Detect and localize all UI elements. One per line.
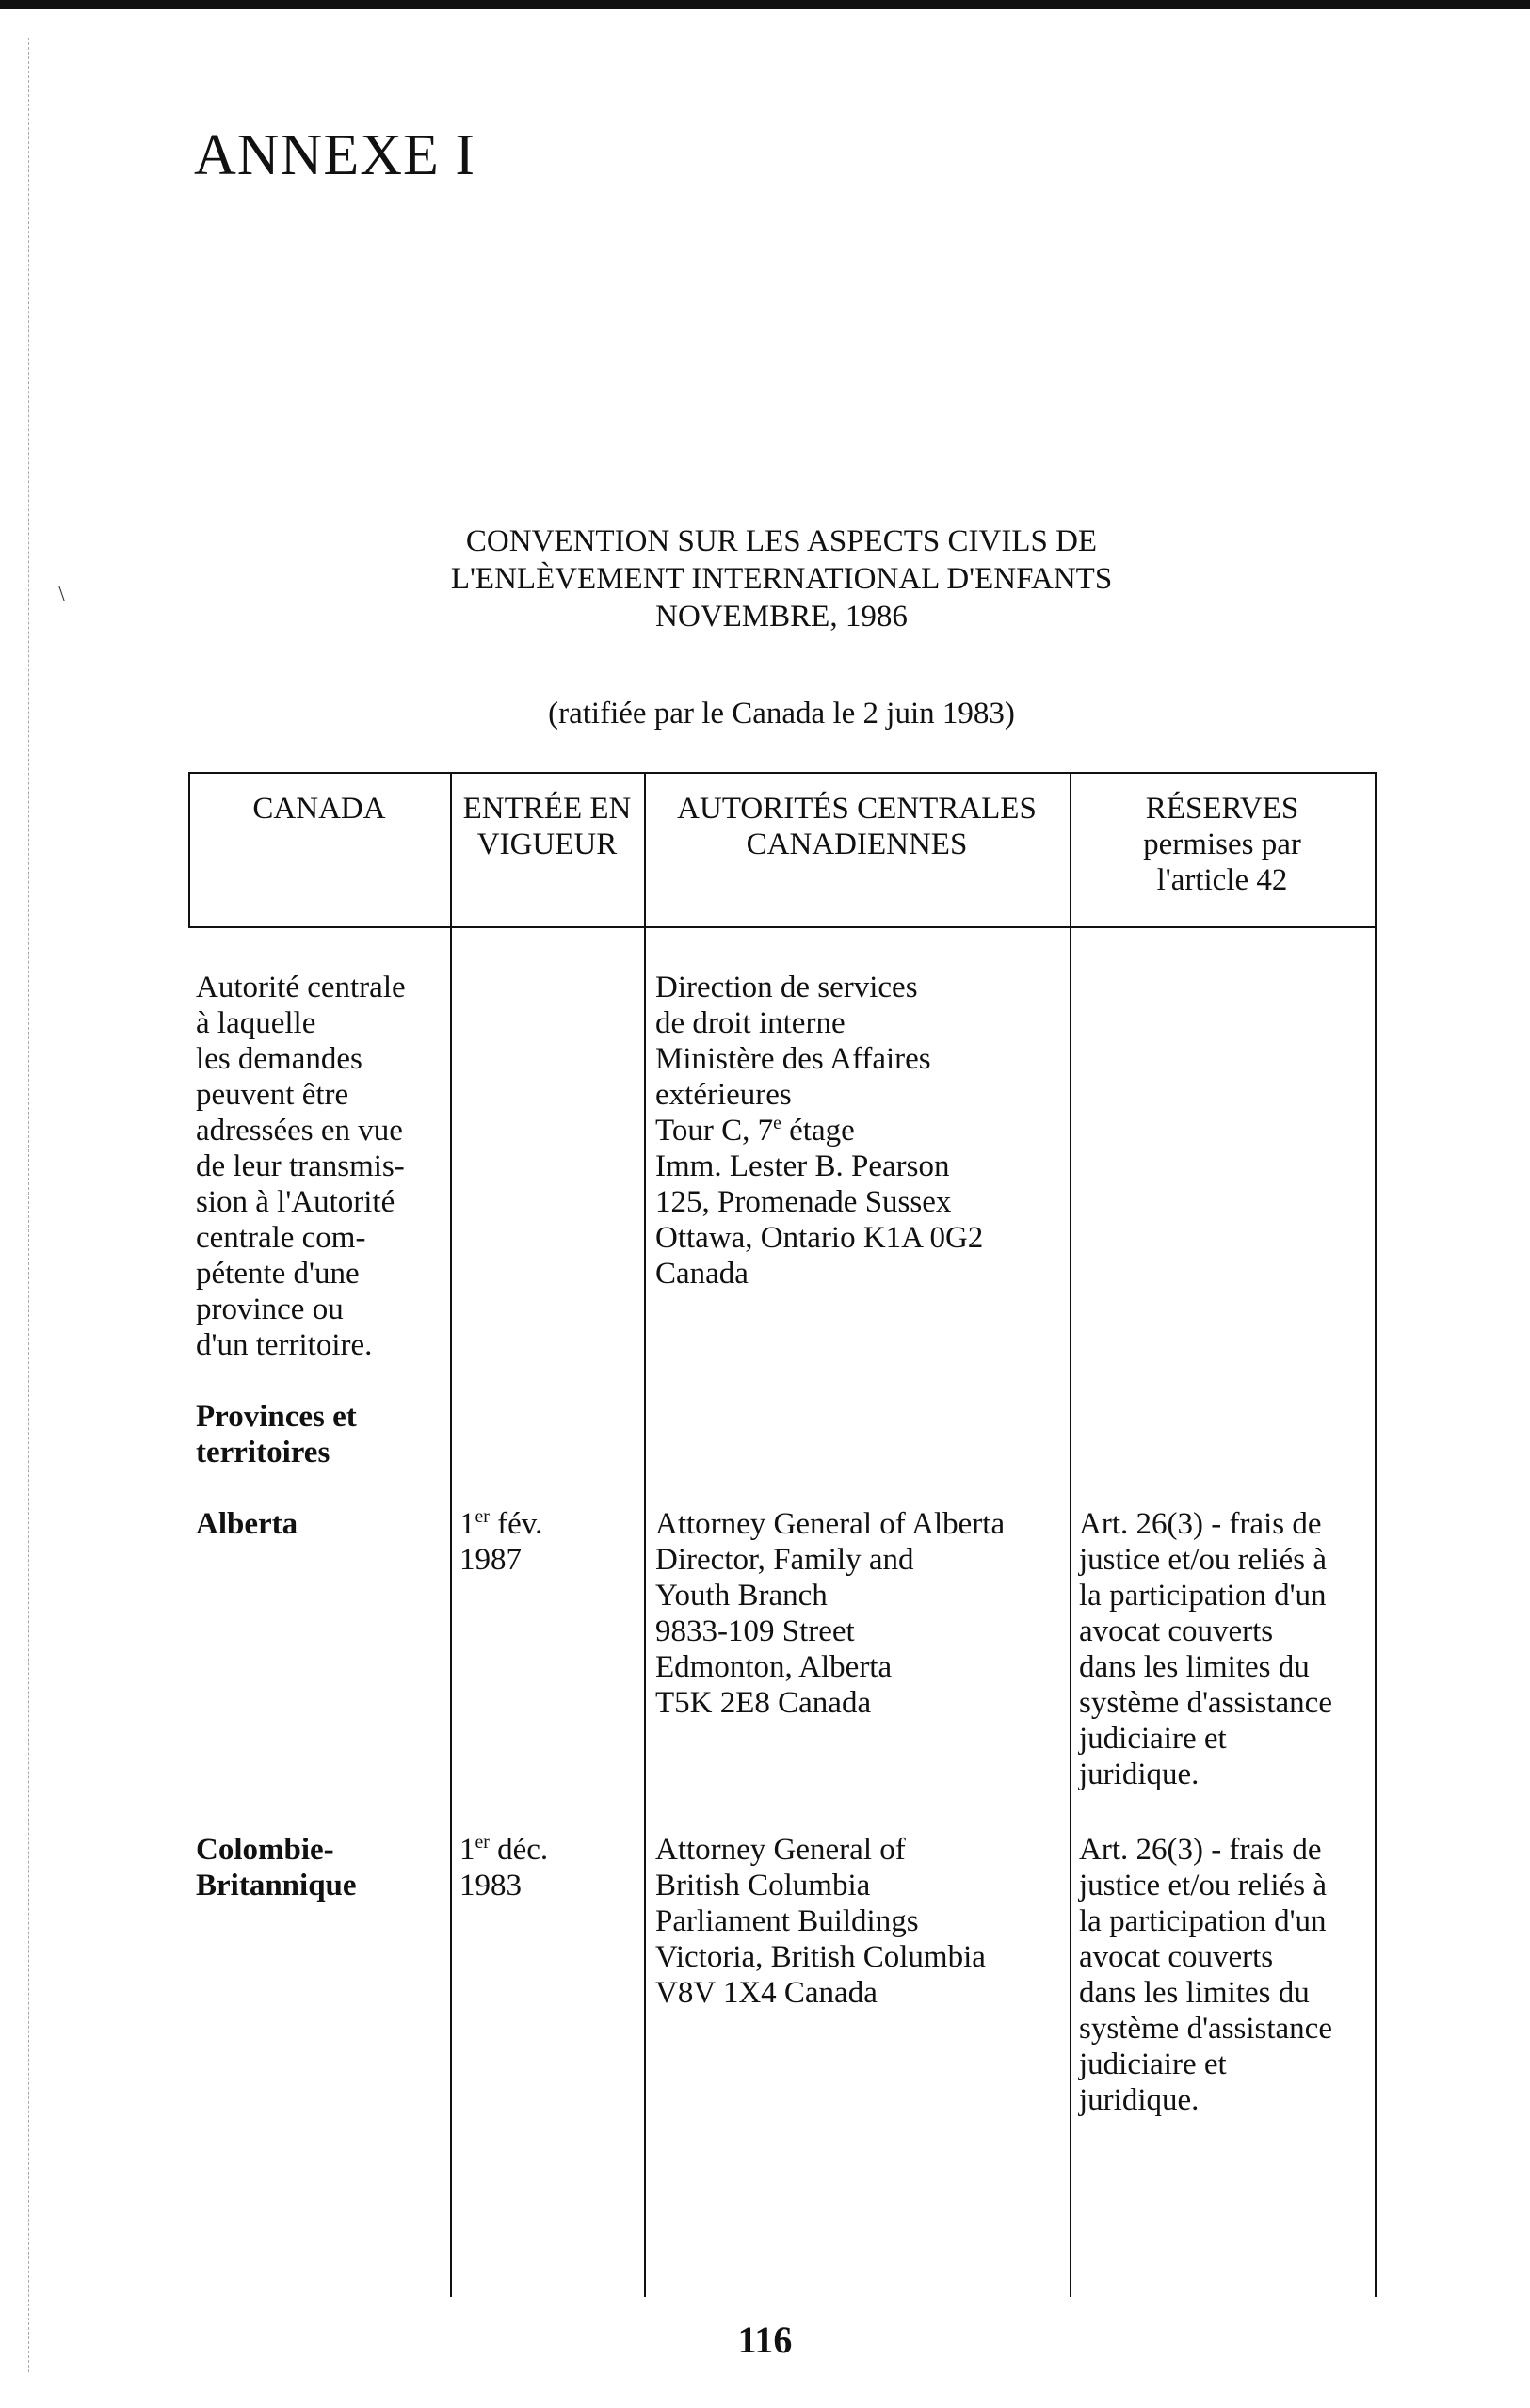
text-line: Victoria, British Columbia xyxy=(655,1940,986,1974)
header-authorities-line-2: CANADIENNES xyxy=(746,827,968,861)
convention-title-line-1: CONVENTION SUR LES ASPECTS CIVILS DE xyxy=(465,524,1098,558)
scan-speck: \ xyxy=(58,582,65,606)
table-right-rule xyxy=(1375,772,1377,2297)
header-reservations-line-1: RÉSERVES xyxy=(1145,792,1299,826)
text-line: la participation d'un xyxy=(1079,1579,1327,1613)
floor-superscript: e xyxy=(773,1113,781,1133)
text-line: système d'assistance xyxy=(1079,1686,1332,1720)
convention-table xyxy=(188,772,1377,2297)
bc-entry-date xyxy=(459,1832,638,1903)
date-month: déc. xyxy=(489,1833,549,1867)
text-line: dans les limites du xyxy=(1079,1976,1310,2010)
floor-suffix: étage xyxy=(781,1114,855,1148)
text-line: Art. 26(3) - frais de xyxy=(1079,1833,1322,1867)
date-year: 1983 xyxy=(459,1869,522,1902)
text-line: judiciaire et xyxy=(1079,1722,1227,1756)
text-line: Youth Branch xyxy=(655,1579,828,1613)
text-line: adressées en vue xyxy=(196,1114,403,1148)
text-line: V8V 1X4 Canada xyxy=(655,1976,878,2010)
text-line: judiciaire et xyxy=(1079,2047,1227,2081)
text-line: British Columbia xyxy=(655,1869,871,1902)
text-line: avocat couverts xyxy=(1079,1940,1274,1974)
text-line: de droit interne xyxy=(655,1006,846,1040)
text-line: Ministère des Affaires xyxy=(655,1042,931,1076)
alberta-authority xyxy=(655,1506,1066,1721)
province-british-columbia xyxy=(196,1832,446,1903)
bc-reservation xyxy=(1079,1832,1371,2118)
table-top-rule xyxy=(188,772,1377,774)
text-line: Provinces et xyxy=(196,1400,357,1434)
annex-title: ANNEXE I xyxy=(194,123,475,187)
scan-top-edge xyxy=(0,0,1530,9)
text-line: dans les limites du xyxy=(1079,1650,1310,1684)
text-line: de leur transmis- xyxy=(196,1149,405,1183)
header-central-authorities xyxy=(644,791,1070,862)
text-line xyxy=(459,1832,638,1868)
floor-prefix: Tour C, 7 xyxy=(655,1114,774,1148)
date-month: fév. xyxy=(489,1507,543,1541)
header-reservations xyxy=(1070,791,1375,898)
header-authorities-line-1: AUTORITÉS CENTRALES xyxy=(677,792,1037,826)
province-alberta: Alberta xyxy=(196,1507,298,1541)
text-line: Attorney General of Alberta xyxy=(655,1507,1006,1541)
header-entry-in-force xyxy=(450,791,644,862)
page-number: 116 xyxy=(737,2319,793,2361)
central-authority-label xyxy=(196,970,446,1363)
text-line: 9833-109 Street xyxy=(655,1614,855,1648)
header-reservations-line-3: l'article 42 xyxy=(1156,863,1288,897)
date-year: 1987 xyxy=(459,1543,522,1577)
text-line: 125, Promenade Sussex xyxy=(655,1185,952,1219)
text-line: Canada xyxy=(655,1257,749,1291)
table-header-rule xyxy=(188,926,1377,928)
text-line: Colombie- xyxy=(196,1833,334,1867)
text-line: les demandes xyxy=(196,1042,362,1076)
alberta-reservation xyxy=(1079,1506,1371,1792)
text-line: province ou xyxy=(196,1292,344,1326)
text-line: extérieures xyxy=(655,1078,792,1112)
text-line: juridique. xyxy=(1079,1758,1200,1791)
text-line: système d'assistance xyxy=(1079,2012,1332,2046)
date-superscript: er xyxy=(475,1832,490,1853)
bc-authority xyxy=(655,1832,1066,2011)
text-line: Art. 26(3) - frais de xyxy=(1079,1507,1322,1541)
text-line: avocat couverts xyxy=(1079,1614,1274,1648)
convention-title-line-2: L'ENLÈVEMENT INTERNATIONAL D'ENFANTS xyxy=(450,562,1113,596)
text-line: Director, Family and xyxy=(655,1543,914,1577)
text-line: juridique. xyxy=(1079,2083,1200,2117)
text-line: Britannique xyxy=(196,1869,357,1902)
text-line: pétente d'une xyxy=(196,1257,360,1291)
text-line: Edmonton, Alberta xyxy=(655,1650,893,1684)
provinces-heading xyxy=(196,1399,446,1470)
date-superscript: er xyxy=(475,1506,490,1527)
scan-left-edge xyxy=(28,38,29,2372)
text-line: Ottawa, Ontario K1A 0G2 xyxy=(655,1221,984,1255)
text-line: la participation d'un xyxy=(1079,1904,1327,1938)
text-line: centrale com- xyxy=(196,1221,366,1255)
date-day: 1 xyxy=(459,1507,475,1541)
text-line: T5K 2E8 Canada xyxy=(655,1686,872,1720)
header-canada: CANADA xyxy=(252,792,386,826)
header-entry-line-1: ENTRÉE EN xyxy=(462,792,632,826)
text-line xyxy=(459,1506,638,1542)
alberta-entry-date xyxy=(459,1506,638,1578)
text-line: sion à l'Autorité xyxy=(196,1185,395,1219)
text-line: d'un territoire. xyxy=(196,1328,373,1362)
column-rule-3 xyxy=(1070,772,1071,2297)
header-entry-line-2: VIGUEUR xyxy=(476,827,618,861)
convention-title xyxy=(311,522,1252,635)
date-day: 1 xyxy=(459,1833,475,1867)
text-line: peuvent être xyxy=(196,1078,349,1112)
text-line: Parliament Buildings xyxy=(655,1904,919,1938)
header-reservations-line-2: permises par xyxy=(1143,827,1301,861)
text-line: Attorney General of xyxy=(655,1833,906,1867)
ratification-note: (ratifiée par le Canada le 2 juin 1983) xyxy=(548,697,1015,730)
column-rule-1 xyxy=(450,772,452,2297)
column-rule-2 xyxy=(644,772,646,2297)
text-line: à laquelle xyxy=(196,1006,316,1040)
text-line: Direction de services xyxy=(655,971,918,1004)
convention-title-line-3: NOVEMBRE, 1986 xyxy=(655,600,908,634)
text-line xyxy=(655,1113,1066,1148)
text-line: justice et/ou reliés à xyxy=(1079,1869,1327,1902)
text-line: territoires xyxy=(196,1436,330,1469)
central-authority-address xyxy=(655,970,1066,1292)
text-line: justice et/ou reliés à xyxy=(1079,1543,1327,1577)
text-line: Autorité centrale xyxy=(196,971,406,1004)
text-line: Imm. Lester B. Pearson xyxy=(655,1149,950,1183)
